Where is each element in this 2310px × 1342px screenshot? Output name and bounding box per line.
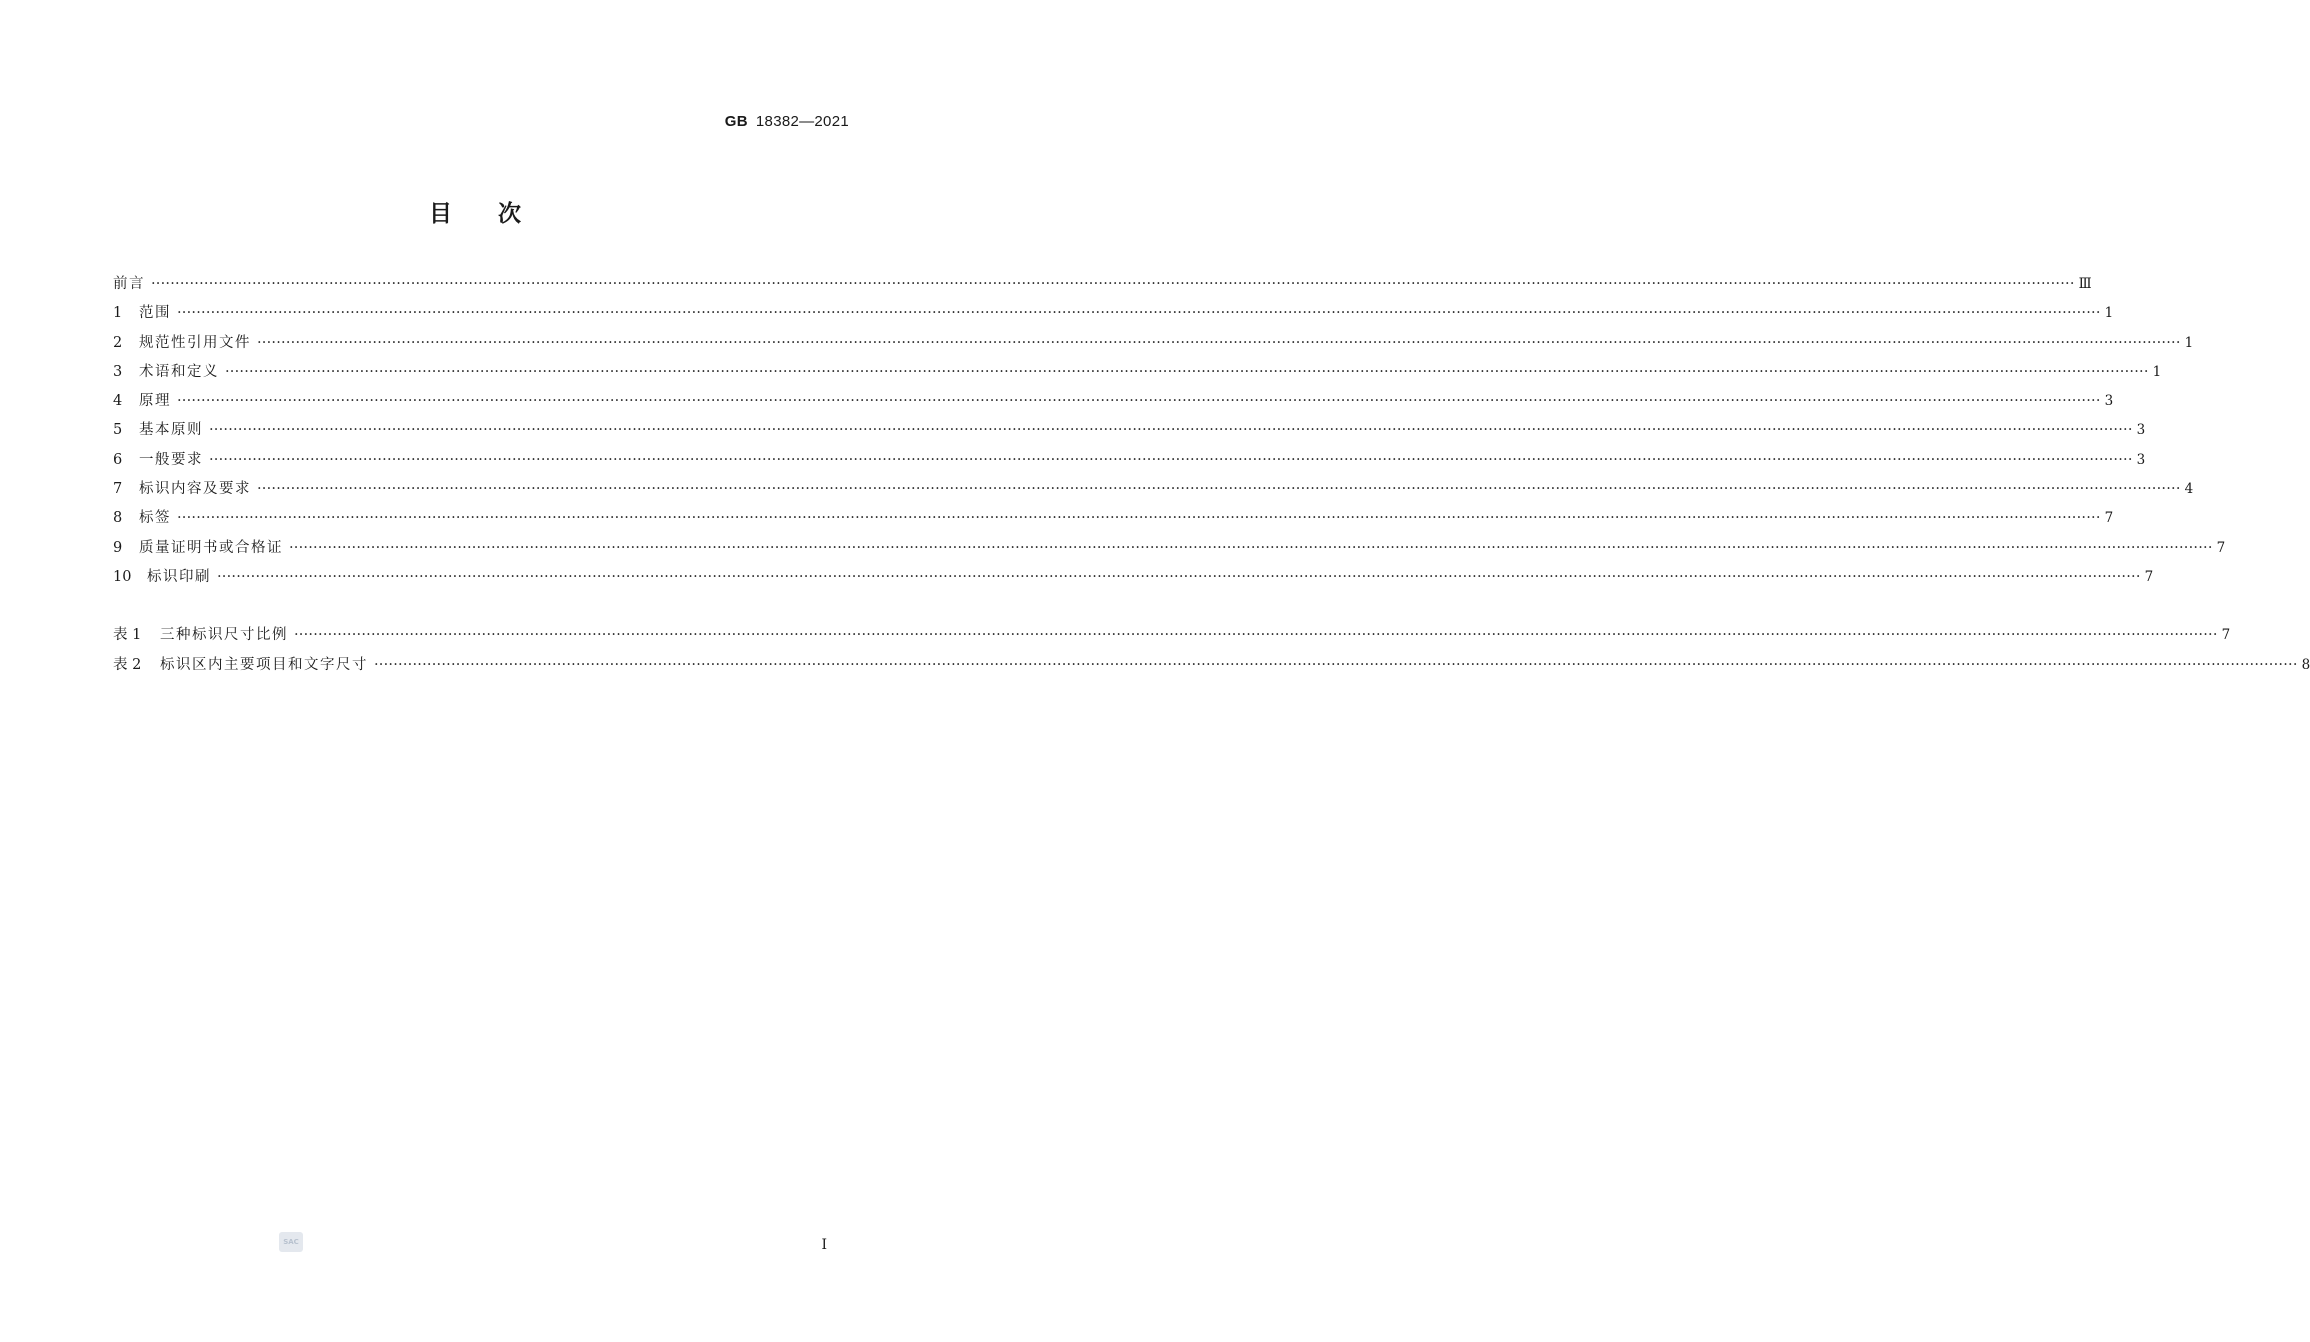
toc-label: 标签: [139, 510, 171, 527]
dot-leader: ················································································································································································································································································································································································································: [289, 539, 2213, 556]
toc-number: 4: [113, 393, 123, 410]
table-of-contents: [113, 274, 2310, 684]
toc-page-number: 1: [2152, 363, 2162, 380]
toc-page-number: 7: [2104, 510, 2114, 527]
toc-label: 术语和定义: [139, 363, 219, 380]
table-list-entry[interactable]: [113, 625, 2231, 654]
dot-leader: ················································································································································································································································································································································································································: [225, 363, 2149, 380]
toc-entry[interactable]: [113, 303, 2114, 332]
page-title: 目次: [429, 201, 567, 227]
toc-page-number: Ⅲ: [2078, 276, 2092, 292]
toc-entry[interactable]: [113, 567, 2154, 596]
toc-number: 3: [113, 363, 123, 380]
toc-entry[interactable]: [113, 508, 2114, 537]
toc-page-number: 1: [2104, 305, 2114, 322]
toc-entry[interactable]: [113, 391, 2114, 420]
toc-label: 一般要求: [139, 451, 203, 468]
toc-label: 原理: [139, 393, 171, 410]
table-list-label: 三种标识尺寸比例: [160, 627, 288, 644]
dot-leader: ················································································································································································································································································································································································································: [217, 568, 2141, 585]
toc-entry[interactable]: [113, 538, 2226, 567]
table-list-number: 表 1: [113, 627, 142, 644]
dot-leader: ················································································································································································································································································································································································································: [209, 451, 2133, 468]
toc-label: 前言: [113, 276, 145, 292]
toc-label: 基本原则: [139, 422, 203, 439]
toc-label: 标识内容及要求: [139, 481, 251, 498]
dot-leader: ················································································································································································································································································································································································································: [257, 481, 2181, 498]
table-list-number: 表 2: [113, 656, 142, 673]
sac-logo-icon: SAC: [279, 1232, 303, 1252]
toc-tables: [113, 625, 2310, 684]
standard-code: 18382—2021: [755, 113, 849, 130]
toc-number: 5: [113, 422, 123, 439]
dot-leader: ················································································································································································································································································································································································································: [177, 510, 2101, 527]
toc-gap: [113, 596, 850, 625]
toc-number: 1: [113, 305, 123, 322]
dot-leader: ················································································································································································································································································································································································································: [151, 276, 2075, 292]
toc-number: 10: [113, 568, 132, 585]
toc-page-number: 4: [2184, 481, 2194, 498]
toc-sections: [113, 274, 2226, 596]
toc-page-number: 3: [2104, 393, 2114, 410]
toc-number: 7: [113, 481, 123, 498]
table-list-page-number: 8: [2301, 656, 2310, 673]
toc-number: 2: [113, 334, 123, 351]
toc-label: 规范性引用文件: [139, 334, 251, 351]
dot-leader: ················································································································································································································································································································································································································: [177, 393, 2101, 410]
dot-leader: ················································································································································································································································································································································································································: [177, 305, 2101, 322]
toc-page-number: 3: [2136, 422, 2146, 439]
toc-page-number: 7: [2144, 568, 2154, 585]
dot-leader: ················································································································································································································································································································································································································: [257, 334, 2181, 351]
dot-leader: ················································································································································································································································································································································································································: [374, 656, 2298, 673]
toc-entry[interactable]: [113, 479, 2194, 508]
dot-leader: ················································································································································································································································································································································································································: [209, 422, 2133, 439]
toc-number: 6: [113, 451, 123, 468]
toc-label: 质量证明书或合格证: [139, 539, 283, 556]
toc-page-number: 1: [2184, 334, 2194, 351]
standard-prefix: GB: [724, 113, 748, 130]
toc-entry[interactable]: [113, 420, 2146, 449]
toc-entry[interactable]: [113, 333, 2194, 362]
toc-entry[interactable]: [113, 274, 2092, 303]
toc-number: 9: [113, 539, 123, 556]
dot-leader: ················································································································································································································································································································································································································: [294, 627, 2218, 644]
toc-entry[interactable]: [113, 450, 2146, 479]
toc-page-number: 3: [2136, 451, 2146, 468]
table-list-entry[interactable]: [113, 655, 2310, 684]
table-list-label: 标识区内主要项目和文字尺寸: [160, 656, 368, 673]
toc-page-number: 7: [2216, 539, 2226, 556]
page-number: I: [821, 1237, 827, 1253]
toc-entry[interactable]: [113, 362, 2162, 391]
standard-number: [725, 113, 849, 130]
toc-number: 8: [113, 510, 123, 527]
toc-label: 范围: [139, 305, 171, 322]
table-list-page-number: 7: [2221, 627, 2231, 644]
toc-label: 标识印刷: [147, 568, 211, 585]
